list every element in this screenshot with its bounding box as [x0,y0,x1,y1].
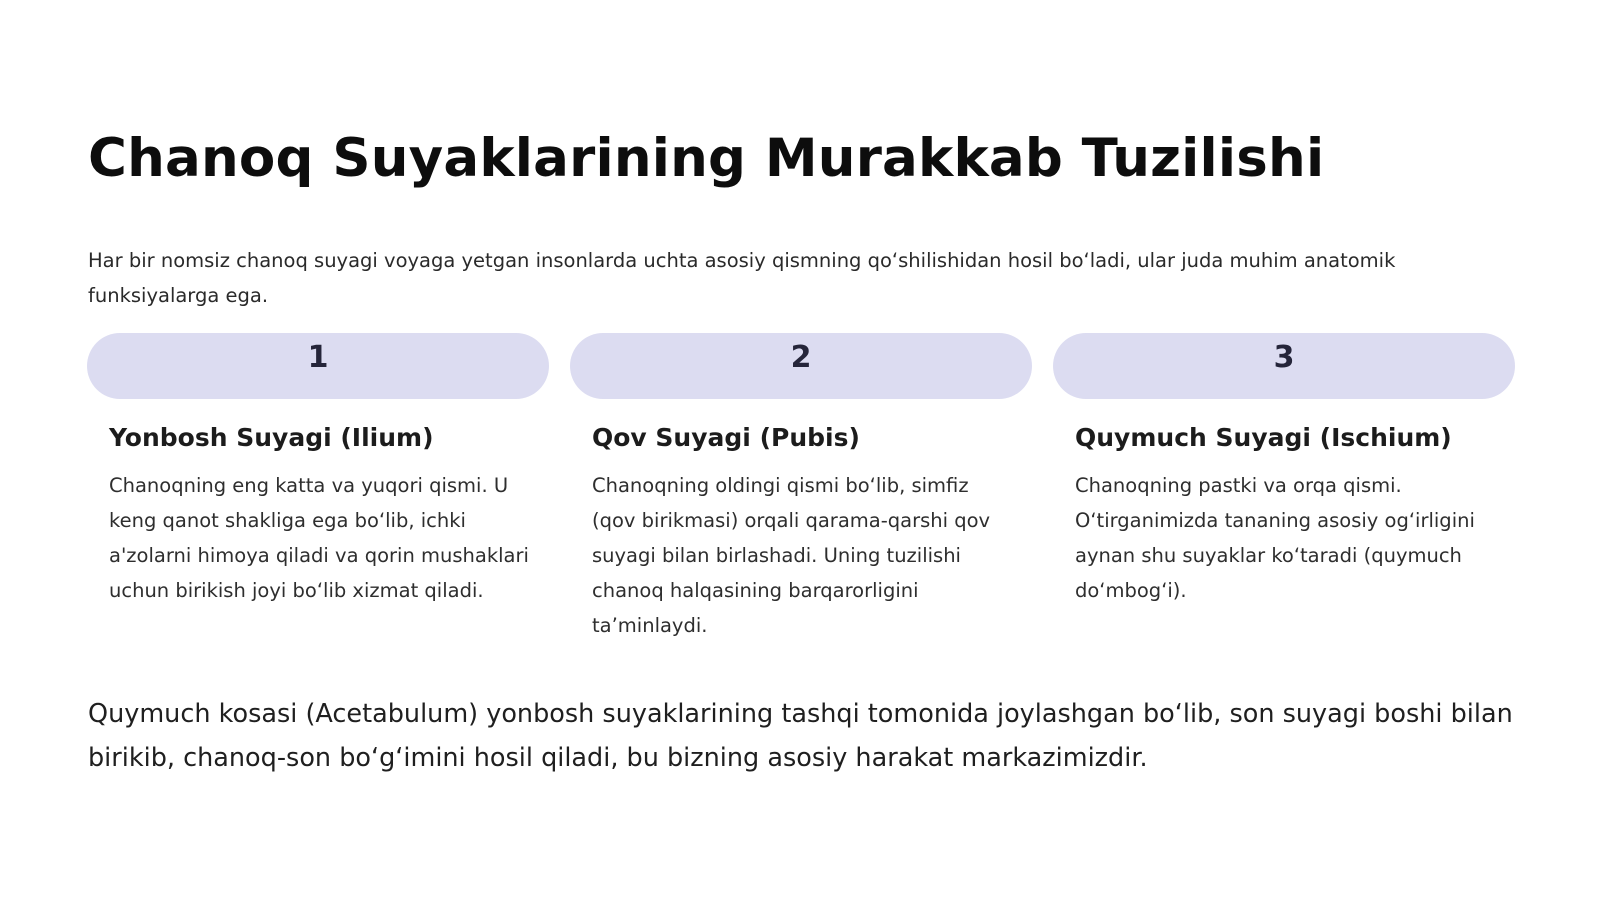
slide-title: Chanoq Suyaklarining Murakkab Tuzilishi [88,128,1325,189]
bone-cards [87,333,1517,643]
card-pubis [570,333,1032,643]
card-description: Chanoqning oldingi qismi bo‘lib, simfiz (qov birikmasi) orqali qarama-qarshi qov suyagi bilan birlashadi. Uning tuzilishi chanoq halqasining barqarorligini ta’minlaydi. [592,474,991,637]
card-title: Quymuch Suyagi (Ischium) [1075,423,1452,452]
card-description: Chanoqning pastki va orqa qismi. O‘tirganimizda tananing asosiy og‘irligini aynan shu suyaklar ko‘taradi (quymuch do‘mbog‘i). [1075,474,1475,602]
card-description: Chanoqning eng katta va yuqori qismi. U keng qanot shakliga ega bo‘lib, ichki a'zolarni himoya qiladi va qorin mushaklari uchun birikish joyi bo‘lib xizmat qiladi. [109,474,529,602]
card-ilium [87,333,549,643]
card-number-badge: 3 [1053,333,1515,399]
card-ischium [1053,333,1515,643]
intro-paragraph: Har bir nomsiz chanoq suyagi voyaga yetgan insonlarda uchta asosiy qismning qo‘shilishidan hosil bo‘ladi, ular juda muhim anatomik funksiyalarga ega. [88,249,1396,307]
card-number-badge: 1 [87,333,549,399]
card-title: Qov Suyagi (Pubis) [592,423,860,452]
summary-paragraph: Quymuch kosasi (Acetabulum) yonbosh suyaklarining tashqi tomonida joylashgan bo‘lib, son suyagi boshi bilan birikib, chanoq-son bo‘g‘imini hosil qiladi, bu bizning asosiy harakat markazimizdir. [88,699,1513,773]
card-number-badge: 2 [570,333,1032,399]
card-title: Yonbosh Suyagi (Ilium) [109,423,434,452]
